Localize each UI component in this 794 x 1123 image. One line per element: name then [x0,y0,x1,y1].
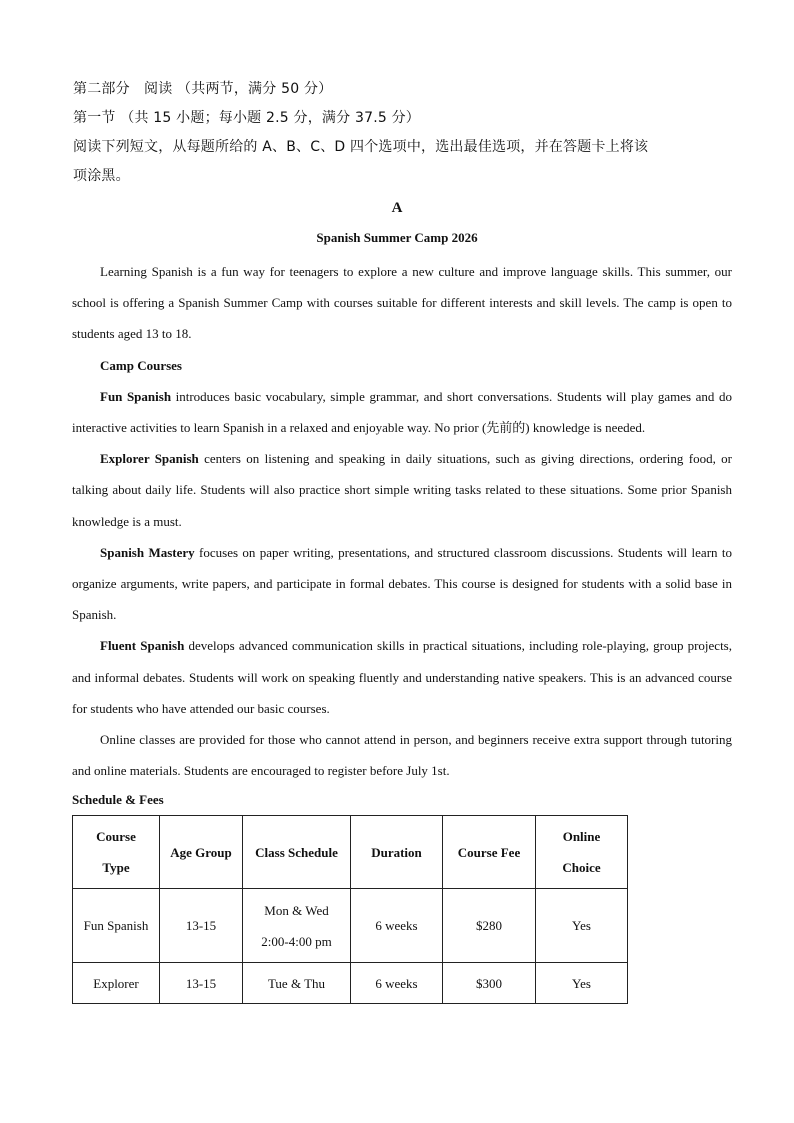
course-description: focuses on paper writing, presentations, and structured classroom discussions. Students will learn to organize arguments, write papers, and participate in formal debates. This course is designed for students with a solid base in Spanish. [72,544,733,623]
table-header-row [73,816,628,889]
column-header-class-schedule: Class Schedule [243,816,351,889]
course-name: Spanish Mastery [100,544,195,560]
column-header-course-type: Course Type [73,816,160,889]
cell-age-group: 13-15 [160,963,243,1004]
cell-class-schedule: Tue & Thu [243,963,351,1004]
cell-duration: 6 weeks [351,963,443,1004]
instructions-line-2: 项涂黑。 [73,168,130,184]
cell-course-fee: $300 [443,963,536,1004]
schedule-fees-table [72,815,628,1004]
schedule-heading: Schedule & Fees [72,792,164,807]
intro-paragraph: Learning Spanish is a fun way for teenagers to explore a new culture and improve language skills. This summer, our school is offering a Spanish Summer Camp with courses suitable for different interests and skill levels. The camp is open to students aged 13 to 18. [72,264,732,342]
column-header-course-fee: Course Fee [443,816,536,889]
course-name: Fun Spanish [100,388,172,404]
course-description: centers on listening and speaking in daily situations, such as giving directions, ordering food, or talking about daily life. Students will also practice short simple writing tasks related to these situations. Some prior Spanish knowledge is a must. [72,451,732,529]
table-row [73,889,628,963]
part-heading: 第二部分 阅读 （共两节，满分 50 分） [73,81,333,97]
course-paragraph-spanish-mastery [72,537,732,631]
section-heading: 第一节 （共 15 小题；每小题 2.5 分，满分 37.5 分） [73,110,421,126]
course-paragraph-fluent-spanish [72,630,732,724]
table-row [73,963,628,1004]
column-header-age-group: Age Group [160,816,243,889]
column-header-duration: Duration [351,816,443,889]
article-body [72,256,732,786]
course-name: Fluent Spanish [100,638,185,654]
instructions-line-1: 阅读下列短文，从每题所给的 A、B、C、D 四个选项中，选出最佳选项，并在答题卡上将该 [73,139,649,155]
cell-duration: 6 weeks [351,889,443,963]
courses-heading: Camp Courses [100,357,182,373]
cell-class-schedule: Mon & Wed 2:00-4:00 pm [243,889,351,963]
passage-letter: A [391,200,403,216]
column-header-online-choice: Online Choice [536,816,628,889]
instructions [73,133,733,191]
course-description: introduces basic vocabulary, simple grammar, and short conversations. Students will play games and do interactive activities to learn Spanish in a relaxed and enjoyable way. No prior (先前的) knowledge is needed. [72,388,732,436]
cell-course-type: Explorer [73,963,160,1004]
article-title: Spanish Summer Camp 2026 [316,230,478,245]
cell-age-group: 13-15 [160,889,243,963]
cell-course-fee: $280 [443,889,536,963]
cell-online-choice: Yes [536,963,628,1004]
cell-course-type: Fun Spanish [73,889,160,963]
course-paragraph-explorer-spanish [72,443,732,537]
course-name: Explorer Spanish [100,451,199,467]
course-description: develops advanced communication skills in practical situations, including role-playing, group projects, and informal debates. Students will work on speaking fluently and understanding native speakers. This is an advanced course for students who have attended our basic courses. [72,638,732,716]
cell-online-choice: Yes [536,889,628,963]
course-paragraph-fun-spanish [72,381,732,443]
closing-paragraph: Online classes are provided for those who cannot attend in person, and beginners receive extra support through tutoring and online materials. Students are encouraged to register before July 1st. [72,732,732,779]
